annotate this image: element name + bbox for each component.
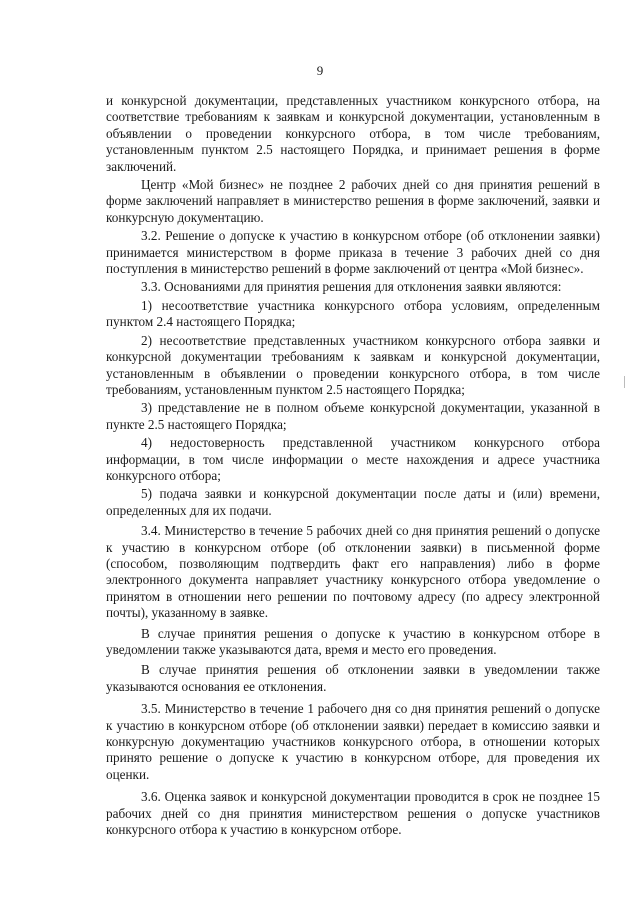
page-number: 9	[316, 63, 324, 78]
paragraph-admission-notice: В случае принятия решения о допуске к участию в конкурсном отборе в уведомлении также указываются дата, время и место его проведения.	[106, 625, 600, 657]
paragraph-3-6: 3.6. Оценка заявок и конкурсной документации проводится в срок не позднее 15 рабочих дней со дня принятия министерством решения о допуске участников конкурсного отбора к участию в конкурсном отборе.	[106, 789, 600, 838]
paragraph-rejection-notice: В случае принятия решения об отклонении заявки в уведомлении также указываются основания ее отклонения.	[106, 662, 600, 694]
paragraph-intro-continuation: и конкурсной документации, представленных участником конкурсного отбора, на соответствие требованиям к заявкам и конкурсной документации, установленным в объявлении о проведении конкурсного отбора, в том числе требованиям, установленным пунктом 2.5 настоящего Порядка, и принимает решения в форме заключений.	[106, 93, 600, 174]
paragraph-moi-biznes-center: Центр «Мой бизнес» не позднее 2 рабочих дней со дня принятия решений в форме заключений направляет в министерство решения в форме заключений, заявки и конкурсную документацию.	[106, 177, 600, 225]
document-body	[106, 93, 600, 838]
paragraph-3-2: 3.2. Решение о допуске к участию в конкурсном отборе (об отклонении заявки) принимается министерством в форме приказа в течение 3 рабочих дней со дня поступления в министерство решений в форме заключений от центра «Мой бизнес».	[106, 228, 600, 277]
list-item-3: 3) представление не в полном объеме конкурсной документации, указанной в пункте 2.5 настоящего Порядка;	[106, 400, 600, 432]
scan-margin-mark	[624, 376, 625, 388]
list-item-4: 4) недостоверность представленной участником конкурсного отбора информации, в том числе информации о месте нахождения и адресе участника конкурсного отбора;	[106, 435, 600, 483]
list-item-2: 2) несоответствие представленных участником конкурсного отбора заявки и конкурсной документации требованиям к заявкам и конкурсной документации, установленным в объявлении о проведении конкурсного отбора, в том числе требованиям, установленным пунктом 2.5 настоящего Порядка;	[106, 332, 600, 397]
paragraph-3-5: 3.5. Министерство в течение 1 рабочего дня со дня принятия решений о допуске к участию в конкурсном отборе (об отклонении заявки) передает в комиссию заявки и конкурсную документацию участников конкурсного отбора, в отношении которых принято решение о допуске к участию в конкурсном отборе, для проведения их оценки.	[106, 701, 600, 782]
paragraph-3-4: 3.4. Министерство в течение 5 рабочих дней со дня принятия решений о допуске к участию в конкурсном отборе (об отклонении заявки) в письменной форме (способом, позволяющим подтвердить факт его направления) либо в форме электронного документа направляет участнику конкурсного отбора уведомление о принятом в отношении него решении по почтовому адресу (по адресу электронной почты), указанному в заявке.	[106, 523, 600, 621]
list-item-1: 1) несоответствие участника конкурсного отбора условиям, определенным пунктом 2.4 настоящего Порядка;	[106, 297, 600, 330]
paragraph-3-3: 3.3. Основаниями для принятия решения для отклонения заявки являются:	[141, 279, 562, 295]
list-item-5: 5) подача заявки и конкурсной документации после даты и (или) времени, определенных для их подачи.	[106, 486, 600, 518]
